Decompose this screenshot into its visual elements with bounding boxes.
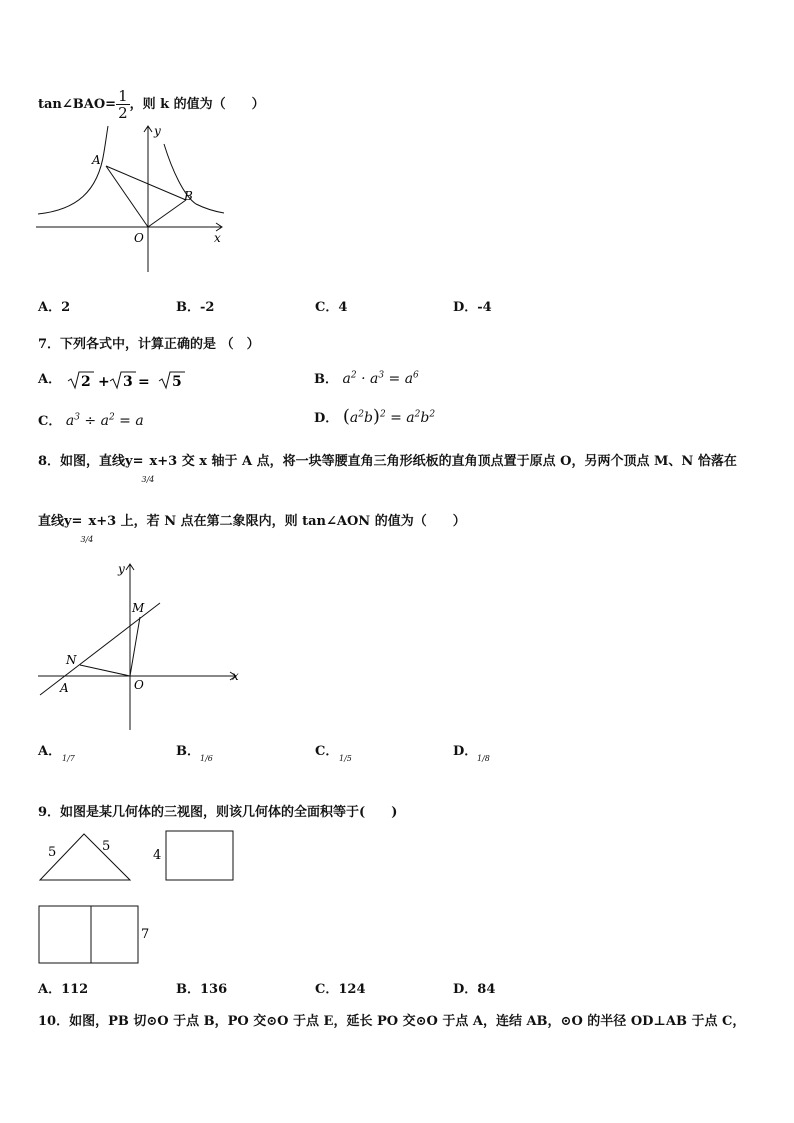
q6-origin-label: O	[134, 231, 144, 245]
q9-left-side-label: 5	[48, 845, 57, 860]
q8-segment-NO	[80, 665, 130, 676]
q8-option-c-label: C．	[315, 744, 339, 759]
q6-option-a[interactable]: A．2	[38, 300, 71, 315]
q6-point-B: B	[184, 189, 193, 203]
q8-origin-label: O	[134, 678, 144, 692]
q9-option-d[interactable]: D．84	[453, 982, 496, 997]
q7-stem: 7．下列各式中，计算正确的是 （ ）	[38, 337, 260, 352]
q8-figure	[36, 558, 242, 732]
q8-option-d[interactable]	[453, 740, 490, 763]
q8-option-d-value: 1/8	[477, 754, 490, 763]
q6-prefix: tan∠BAO=	[38, 97, 117, 112]
q8-option-b-label: B．	[176, 744, 200, 759]
svg-text:3: 3	[122, 373, 133, 390]
q7-option-b-label: B．	[314, 372, 338, 387]
q6-figure	[36, 122, 228, 276]
q7-option-a[interactable]	[38, 368, 187, 391]
q6-suffix: ，则 k 的值为（ ）	[129, 97, 265, 112]
q8-y-label: y	[118, 562, 125, 576]
q6-stem	[38, 88, 265, 121]
svg-text:=: =	[137, 373, 150, 390]
q7-option-b-formula: $a^2 \cdot a^3 = a^6$	[342, 370, 419, 387]
q8-option-a-value: 1/7	[62, 754, 75, 763]
q9-option-c[interactable]: C．124	[315, 982, 366, 997]
q8-x-label: x	[232, 669, 239, 683]
q6-fraction	[116, 88, 130, 121]
svg-text:+: +	[97, 373, 110, 390]
q8-option-b-value: 1/6	[200, 754, 213, 763]
q7-option-b[interactable]	[314, 368, 419, 387]
q7-option-d[interactable]	[314, 406, 435, 427]
q7-option-d-label: D．	[314, 411, 339, 426]
q7-option-c-formula: $a^3 \div a^2 = a$	[65, 412, 144, 429]
q6-x-label: x	[214, 231, 221, 245]
q8-line1-end: x+3 交 x 轴于 A 点，将一块等腰直角三角形纸板的直角顶点置于原点 O，另两个顶点 M、N 恰落在	[149, 454, 737, 469]
q6-option-d[interactable]: D．-4	[453, 300, 492, 315]
q6-option-c[interactable]: C．4	[315, 300, 348, 315]
q8-line1-start: 8．如图，直线y=	[38, 454, 144, 469]
q6-curve-right	[164, 144, 224, 213]
q9-length-label: 7	[141, 927, 150, 942]
q7-option-a-label: A．	[38, 372, 62, 387]
q8-option-a-label: A．	[38, 744, 62, 759]
q7-option-c[interactable]	[38, 410, 144, 429]
q8-option-c-value: 1/5	[339, 754, 352, 763]
q6-segment-BO	[148, 200, 186, 227]
q8-option-c[interactable]	[315, 740, 352, 763]
q6-frac-den: 2	[118, 104, 128, 122]
q8-point-N: N	[66, 653, 77, 667]
q9-right-side-label: 5	[102, 839, 111, 854]
q8-segment-MO	[130, 617, 140, 676]
q10-stem: 10．如图，PB 切⊙O 于点 B，PO 交⊙O 于点 E，延长 PO 交⊙O 于点 A，连结 AB，⊙O 的半径 OD⊥AB 于点 C，	[38, 1014, 746, 1029]
q7-option-a-rhs	[157, 369, 187, 391]
q8-line2-end: x+3 上，若 N 点在第二象限内，则 tan∠AON 的值为（ ）	[88, 514, 466, 529]
q6-curve-left	[38, 126, 108, 214]
svg-text:2: 2	[80, 373, 91, 390]
q8-point-A: A	[60, 681, 69, 695]
q9-stem: 9．如图是某几何体的三视图，则该几何体的全面积等于( )	[38, 805, 398, 820]
q9-side-view	[166, 831, 233, 880]
q8-line2-start: 直线y=	[38, 514, 83, 529]
q6-point-A: A	[92, 153, 101, 167]
q7-option-c-label: C．	[38, 414, 62, 429]
q6-y-label: y	[154, 124, 161, 138]
q8-line2-coef-text: 3/4	[80, 535, 94, 544]
q7-option-a-formula	[66, 369, 161, 391]
q8-line1-coef-text: 3/4	[141, 475, 155, 484]
q8-option-b[interactable]	[176, 740, 213, 763]
q9-height-label: 4	[153, 848, 162, 863]
svg-text:5: 5	[171, 373, 182, 390]
q8-line2	[38, 510, 466, 544]
q8-option-a[interactable]	[38, 740, 75, 763]
q9-top-view	[39, 906, 138, 963]
q8-option-d-label: D．	[453, 744, 478, 759]
q7-option-d-formula: $(a^2b)^2 = a^2b^2$	[342, 406, 436, 427]
q8-point-M: M	[132, 601, 145, 615]
q9-option-b[interactable]: B．136	[176, 982, 228, 997]
q9-option-a[interactable]: A．112	[38, 982, 89, 997]
q8-line1	[38, 450, 737, 484]
q9-figure	[36, 828, 246, 968]
q6-frac-num: 1	[118, 87, 128, 105]
q6-option-b[interactable]: B．-2	[176, 300, 215, 315]
